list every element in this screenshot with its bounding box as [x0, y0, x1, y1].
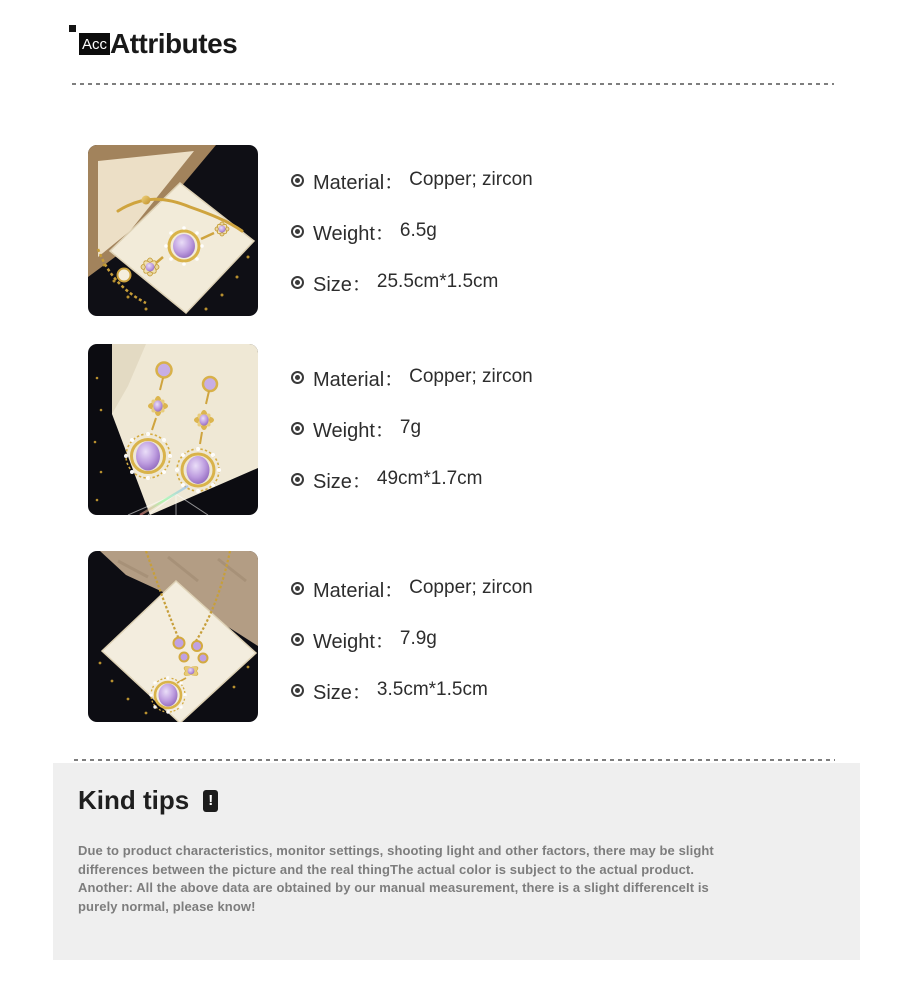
- attribute-line-weight: [291, 416, 533, 440]
- attribute-value: 6.5g: [399, 220, 437, 241]
- bullet-dot-icon: [295, 375, 300, 380]
- dashed-divider-bottom: [74, 759, 835, 761]
- attribute-line-material: [291, 365, 533, 389]
- section-header: [79, 28, 238, 59]
- attribute-value: Copper; zircon: [409, 169, 533, 190]
- bullet-dot-icon: [295, 229, 300, 234]
- attribute-line-weight: [291, 219, 533, 243]
- attribute-label: Material：: [313, 368, 405, 391]
- necklace-photo-illustration: [88, 551, 258, 722]
- bullet-dot-icon: [295, 688, 300, 693]
- bullet-dot-icon: [295, 637, 300, 642]
- product-photo-bracelet: [88, 145, 258, 316]
- attribute-label: Size：: [313, 681, 372, 704]
- attribute-line-size: [291, 467, 533, 491]
- bullet-dot-icon: [295, 586, 300, 591]
- bullet-icon: [291, 276, 304, 289]
- attribute-value: 7.9g: [399, 628, 437, 649]
- bullet-icon: [291, 422, 304, 435]
- product-attributes-list: [291, 365, 533, 491]
- attribute-label: Weight：: [313, 222, 395, 245]
- product-photo-earrings: [88, 344, 258, 515]
- bullet-icon: [291, 633, 304, 646]
- attribute-label: Size：: [313, 273, 372, 296]
- bullet-icon: [291, 174, 304, 187]
- attribute-value: 49cm*1.7cm: [376, 468, 483, 489]
- attribute-line-size: [291, 678, 533, 702]
- bullet-dot-icon: [295, 178, 300, 183]
- page-title: Attributes: [110, 28, 238, 59]
- attribute-value: 3.5cm*1.5cm: [376, 679, 488, 700]
- attribute-line-weight: [291, 627, 533, 651]
- exclamation-icon: !: [203, 790, 218, 812]
- bullet-dot-icon: [295, 426, 300, 431]
- attribute-line-material: [291, 576, 533, 600]
- bracelet-photo-illustration: [88, 145, 258, 316]
- bullet-icon: [291, 473, 304, 486]
- attribute-line-material: [291, 168, 533, 192]
- attribute-label: Material：: [313, 579, 405, 602]
- earrings-photo-illustration: [88, 344, 258, 515]
- bullet-icon: [291, 371, 304, 384]
- decorative-square: [69, 25, 76, 32]
- product-attributes-list: [291, 576, 533, 702]
- attribute-label: Weight：: [313, 630, 395, 653]
- kind-tips-title: Kind tips: [78, 785, 190, 815]
- attribute-line-size: [291, 270, 533, 294]
- attribute-value: 7g: [399, 417, 422, 438]
- brand-badge: Acc: [79, 33, 110, 55]
- kind-tips-header: [78, 785, 218, 816]
- bullet-dot-icon: [295, 477, 300, 482]
- attribute-value: Copper; zircon: [409, 366, 533, 387]
- bullet-icon: [291, 582, 304, 595]
- attribute-value: Copper; zircon: [409, 577, 533, 598]
- kind-tips-body: Due to product characteristics, monitor settings, shooting light and other factors, there may be slight differences between the picture and the real thingThe actual color is subject to the actual product. Another: All the above data are obtained by our manual measurement, there is a slight differenceIt is purely normal, please know!: [78, 843, 714, 914]
- bullet-dot-icon: [295, 280, 300, 285]
- attribute-label: Size：: [313, 470, 372, 493]
- attribute-label: Material：: [313, 171, 405, 194]
- attribute-value: 25.5cm*1.5cm: [376, 271, 499, 292]
- attribute-label: Weight：: [313, 419, 395, 442]
- product-attributes-list: [291, 168, 533, 294]
- product-photo-necklace: [88, 551, 258, 722]
- bullet-icon: [291, 684, 304, 697]
- bullet-icon: [291, 225, 304, 238]
- dashed-divider-top: [72, 83, 834, 85]
- kind-tips-panel: [53, 763, 860, 960]
